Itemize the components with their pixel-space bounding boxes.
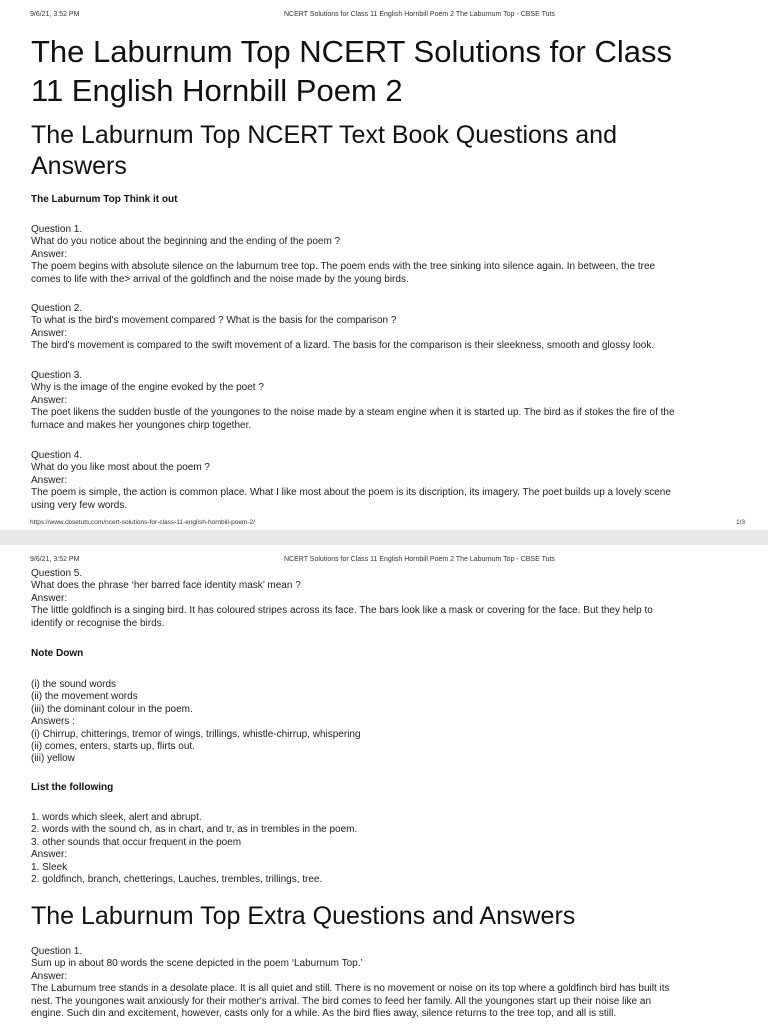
print-doc-title: NCERT Solutions for Class 11 English Hornbill Poem 2 The Laburnum Top - CBSE Tuts: [284, 556, 555, 563]
question-label: Question 4.: [31, 450, 83, 461]
question-text: What do you like most about the poem ?: [31, 462, 210, 474]
list-item: (ii) the movement words: [31, 691, 138, 703]
answer-text: engine. Such din and excitement, however, casts only for a while. As the bird flies away, silence returns to the tree top, and all is still.: [31, 1008, 617, 1020]
answer-text: The little goldfinch is a singing bird. It has coloured stripes across its face. The bars look like a mask or covering for the face. But they help to: [31, 605, 653, 617]
list-item: (i) Chirrup, chitterings, tremor of wings, trillings, whistle-chirrup, whispering: [31, 728, 361, 740]
answer-label: Answer:: [31, 327, 68, 339]
answer-text: using very few words.: [31, 499, 128, 511]
qa-item: [31, 303, 741, 353]
question-label: Question 1.: [31, 224, 83, 235]
section-heading: [31, 120, 741, 182]
list-item: 1. words which sleek, alert and abrupt.: [31, 812, 202, 823]
qa-item: [31, 370, 741, 432]
question-text: To what is the bird's movement compared ? What is the basis for the comparison ?: [31, 315, 397, 327]
answer-text: The poem is simple, the action is common place. What I like most about the poem is its discription, its imagery. The poet builds up a lovely scene: [31, 487, 671, 499]
note-down-heading: Note Down: [31, 648, 84, 659]
pdf-page-2: [0, 545, 768, 1024]
list-following-heading: List the following: [31, 782, 114, 793]
question-text: What does the phrase ‘her barred face identity mask’ mean ?: [31, 580, 301, 592]
answer-label: Answer:: [31, 394, 68, 406]
extra-questions-heading: The Laburnum Top Extra Questions and Answers: [31, 902, 576, 930]
section-heading-line-1: The Laburnum Top NCERT Text Book Questions and: [31, 121, 617, 149]
list-item: 3. other sounds that occur frequent in the poem: [31, 836, 242, 848]
page-title-line-1: The Laburnum Top NCERT Solutions for Class: [31, 34, 672, 69]
section-heading-line-2: Answers: [31, 152, 127, 180]
answer-text: The bird's movement is compared to the swift movement of a lizard. The basis for the comparison is their sleekness, smooth and glossy look.: [31, 340, 655, 352]
question-label: Question 1.: [31, 946, 83, 957]
section-subtitle: The Laburnum Top Think it out: [31, 194, 178, 205]
answer-text: nest. The youngones wait anxiously for their mother's arrival. The bird comes to feed her family. All the youngones start up their noise like an: [31, 995, 652, 1007]
qa-item: [31, 450, 741, 512]
print-header: [0, 11, 768, 21]
list-item: (i) the sound words: [31, 679, 117, 690]
list-item: 1. Sleek: [31, 861, 68, 873]
question-label: Question 2.: [31, 303, 83, 314]
answer-text: The Laburnum tree stands in a desolate place. It is all quiet and still. There is no movement or noise on its top where a goldfinch bird has built its: [31, 983, 670, 995]
answer-text: The poem begins with absolute silence on the laburnum tree top. The poem ends with the tree sinking into silence again. In between, the tree: [31, 261, 656, 273]
question-text: Sum up in about 80 words the scene depicted in the poem ‘Laburnum Top.’: [31, 958, 363, 970]
page-separator: [0, 530, 768, 545]
question-text: What do you notice about the beginning and the ending of the poem ?: [31, 236, 341, 248]
question-text: Why is the image of the engine evoked by the poet ?: [31, 382, 264, 394]
answer-text: furnace and makes her youngones chirp together.: [31, 419, 252, 431]
question-label: Question 5.: [31, 568, 83, 579]
print-date: 9/6/21, 3:52 PM: [30, 556, 80, 563]
print-page-number: 1/3: [736, 519, 746, 526]
answer-text: identify or recognise the birds.: [31, 617, 165, 629]
qa-item: [31, 568, 741, 630]
print-header: [0, 556, 768, 566]
qa-item: [31, 946, 741, 1020]
qa-item: [31, 224, 741, 286]
print-date: 9/6/21, 3:52 PM: [30, 11, 80, 18]
list-item: Answer:: [31, 849, 68, 861]
answer-label: Answer:: [31, 248, 68, 260]
question-label: Question 3.: [31, 370, 83, 381]
print-url: https://www.cbsetuts.com/ncert-solutions-for-class-11-english-hornbill-poem-2/: [30, 519, 255, 526]
list-item: 2. words with the sound ch, as in chart, and tr, as in trembles in the poem.: [31, 824, 358, 836]
answer-label: Answer:: [31, 970, 68, 982]
list-item: (iii) the dominant colour in the poem.: [31, 703, 193, 715]
list-following-list: [31, 812, 741, 886]
answer-label: Answer:: [31, 592, 68, 604]
answer-text: comes to life with the> arrival of the goldfinch and the noise made by the young birds.: [31, 273, 409, 285]
print-doc-title: NCERT Solutions for Class 11 English Hornbill Poem 2 The Laburnum Top - CBSE Tuts: [284, 11, 555, 18]
page-title-line-2: 11 English Hornbill Poem 2: [31, 73, 403, 108]
note-down-list: [31, 679, 741, 766]
list-item: (ii) comes, enters, starts up, flirts out.: [31, 741, 195, 753]
list-item: Answers :: [31, 716, 75, 728]
list-item: (iii) yellow: [31, 753, 75, 765]
answer-label: Answer:: [31, 474, 68, 486]
list-item: 2. goldfinch, branch, chetterings, Lauches, trembles, trillings, tree.: [31, 874, 323, 886]
page-title: [31, 32, 741, 110]
answer-text: The poet likens the sudden bustle of the youngones to the noise made by a steam engine when it is started up. The bird as if stokes the fire of the: [31, 407, 675, 419]
